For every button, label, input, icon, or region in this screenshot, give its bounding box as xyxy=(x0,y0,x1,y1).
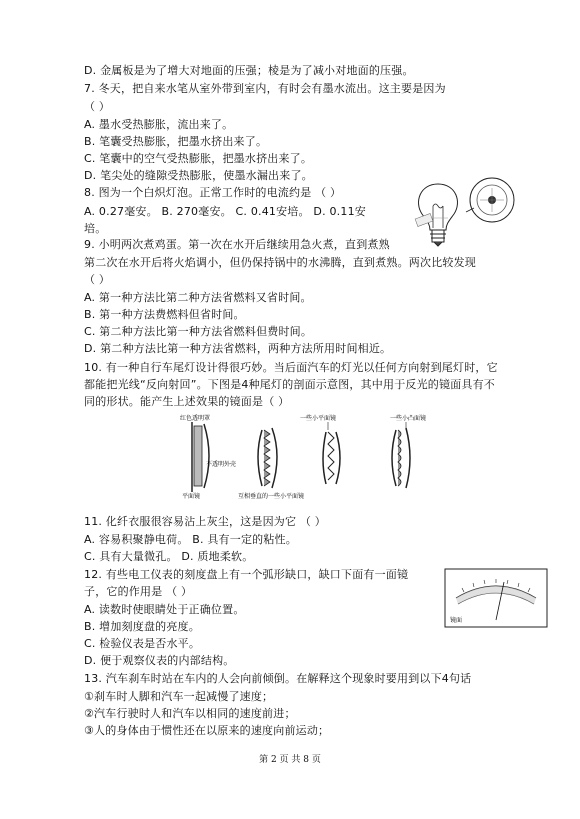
text-line: C. 笔囊中的空气受热膨胀，把墨水挤出来了。 xyxy=(84,152,313,165)
label-mirror: 镜面 xyxy=(450,617,463,624)
text-line: 同的形状。能产生上述效果的镜面是（ ） xyxy=(84,395,290,408)
light-bulb-figure xyxy=(408,176,520,248)
text-line: 9. 小明两次煮鸡蛋。第一次在水开后继续用急火煮，直到煮熟 xyxy=(84,238,390,251)
taillight-figure xyxy=(180,412,450,508)
text-line: A. 容易积聚静电荷。 B. 具有一定的粘性。 xyxy=(84,533,297,546)
text-line: A. 第一种方法比第二种方法省燃料又省时间。 xyxy=(84,291,312,304)
text-line: A. 墨水受热膨胀，流出来了。 xyxy=(84,118,234,131)
label-small-flat-mirrors: 一些小平面镜 xyxy=(300,415,337,422)
label-red-glass: 红色透明罩 xyxy=(180,415,211,422)
text-line: A. 0.27毫安。 B. 270毫安。 C. 0.41安培。 D. 0.11安 xyxy=(84,205,366,218)
text-line: A. 读数时使眼睛处于正确位置。 xyxy=(84,603,245,616)
text-line: B. 第一种方法费燃料但省时间。 xyxy=(84,308,245,321)
text-line: C. 第二种方法比第一种方法省燃料但费时间。 xyxy=(84,325,313,338)
text-line: 12. 有些电工仪表的刻度盘上有一个弧形缺口，缺口下面有一面镜 xyxy=(84,568,409,581)
text-line: ③人的身体由于惯性还在以原来的速度向前运动； xyxy=(84,724,330,737)
text-line: 都能把光线“反向射回”。下图是4种尾灯的剖面示意图，其中用于反光的镜面具有不 xyxy=(84,378,495,391)
text-line: 10. 有一种自行车尾灯设计得很巧妙。当后面汽车的灯光以任何方向射到尾灯时，它 xyxy=(84,361,498,374)
label-perpendicular-mirrors: 互相垂直的一些小平面镜 xyxy=(238,493,305,500)
text-line: B. 笔囊受热膨胀，把墨水挤出来了。 xyxy=(84,135,268,148)
text-line: C. 检验仪表是否水平。 xyxy=(84,637,201,650)
text-line: ①刹车时人脚和汽车一起减慢了速度； xyxy=(84,690,274,703)
text-line: 13. 汽车刹车时站在车内的人会向前倾倒。在解释这个现象时要用到以下4句话 xyxy=(84,672,472,685)
text-line: D. 便于观察仪表的内部结构。 xyxy=(84,654,235,667)
label-flat-mirror: 平面镜 xyxy=(182,493,201,500)
text-line: D. 笔尖处的缝隙受热膨胀，使墨水漏出来了。 xyxy=(84,169,313,182)
label-small-convex-mirrors: 一些小凸面镜 xyxy=(390,415,427,422)
text-line: 7. 冬天，把自来水笔从室外带到室内，有时会有墨水流出。这主要是因为 xyxy=(84,82,446,95)
text-line: 8. 图为一个白炽灯泡。正常工作时的电流约是 （ ） xyxy=(84,186,342,199)
label-opaque-shell: 不透明外壳 xyxy=(206,461,237,468)
text-line: C. 具有大量微孔。 D. 质地柔软。 xyxy=(84,550,254,563)
text-line: （ ） xyxy=(84,100,111,113)
text-line: 子，它的作用是 （ ） xyxy=(84,585,193,598)
text-line: D. 金属板是为了增大对地面的压强；棱是为了减小对地面的压强。 xyxy=(84,64,414,77)
text-line: （ ） xyxy=(84,273,111,286)
text-line: D. 第二种方法比第一种方法省燃料，两种方法所用时间相近。 xyxy=(84,342,392,355)
text-line: 第二次在水开后将火焰调小，但仍保持锅中的水沸腾，直到煮熟。两次比较发现 xyxy=(84,256,476,269)
page-footer: 第 2 页 共 8 页 xyxy=(259,755,321,765)
text-line: ②汽车行驶时人和汽车以相同的速度前进； xyxy=(84,707,296,720)
text-line: 培。 xyxy=(84,222,107,235)
meter-figure xyxy=(444,568,548,628)
text-line: B. 增加刻度盘的亮度。 xyxy=(84,620,200,633)
text-line: 11. 化纤衣服很容易沾上灰尘，这是因为它 （ ） xyxy=(84,515,326,528)
